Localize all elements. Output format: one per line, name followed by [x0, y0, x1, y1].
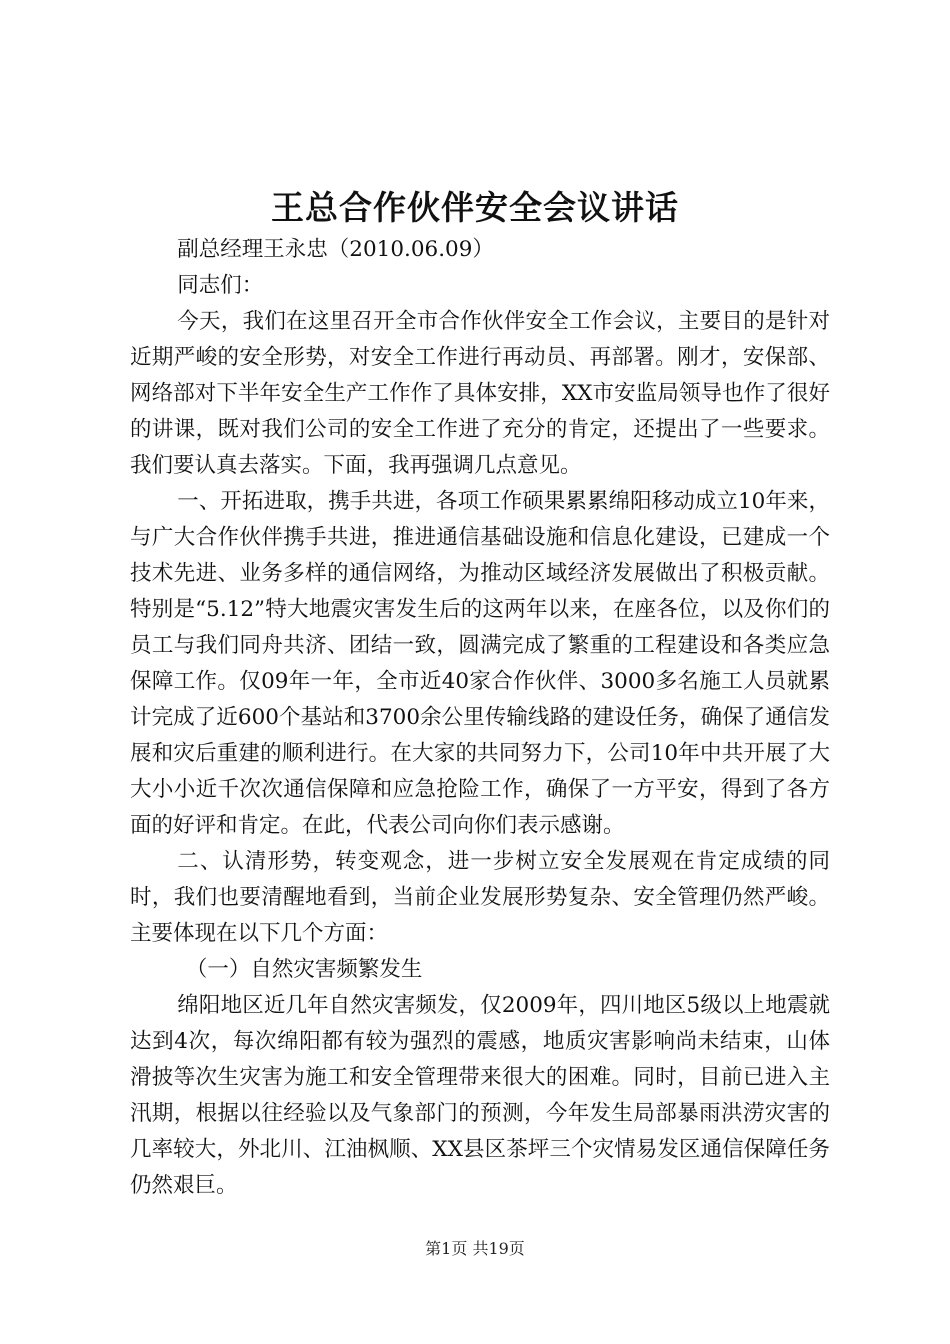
paragraph-intro: 今天，我们在这里召开全市合作伙伴安全工作会议，主要目的是针对近期严峻的安全形势，对安全工作进行再动员、再部署。刚才，安保部、网络部对下半年安全生产工作作了具体安排，XX市安监局领导也作了很好的讲课，既对我们公司的安全工作进了充分的肯定，还提出了一些要求。我们要认真去落实。下面，我再强调几点意见。	[130, 309, 830, 478]
paragraph-section-two: 二、认清形势，转变观念，进一步树立安全发展观在肯定成绩的同时，我们也要清醒地看到，当前企业发展形势复杂、安全管理仍然严峻。主要体现在以下几个方面：	[130, 849, 830, 946]
salutation: 同志们：	[177, 273, 264, 298]
document-body	[130, 232, 830, 1204]
paragraph-section-one: 一、开拓进取，携手共进，各项工作硕果累累绵阳移动成立10年来，与广大合作伙伴携手共进，推进通信基础设施和信息化建设，已建成一个技术先进、业务多样的通信网络，为推动区域经济发展做出了积极贡献。特别是“5.12”特大地震灾害发生后的这两年以来，在座各位，以及你们的员工与我们同舟共济、团结一致，圆满完成了繁重的工程建设和各类应急保障工作。仅09年一年，全市近40家合作伙伴、3000多名施工人员就累计完成了近600个基站和3700余公里传输线路的建设任务，确保了通信发展和灾后重建的顺利进行。在大家的共同努力下，公司10年中共开展了大大小小近千次次通信保障和应急抢险工作，确保了一方平安，得到了各方面的好评和肯定。在此，代表公司向你们表示感谢。	[130, 489, 830, 838]
page-number-footer: 第1页 共19页	[425, 1239, 525, 1258]
author-date-line: 副总经理王永忠（2010.06.09）	[177, 237, 494, 262]
subheading-natural-disasters: （一）自然灾害频繁发生	[185, 957, 423, 982]
paragraph-natural-disasters: 绵阳地区近几年自然灾害频发，仅2009年，四川地区5级以上地震就达到4次，每次绵阳都有较为强烈的震感，地质灾害影响尚未结束，山体滑披等次生灾害为施工和安全管理带来很大的困难。同时，目前已进入主汛期，根据以往经验以及气象部门的预测，今年发生局部暴雨洪涝灾害的几率较大，外北川、江油枫顺、XX县区茶坪三个灾情易发区通信保障任务仍然艰巨。	[130, 993, 830, 1198]
document-title: 王总合作伙伴安全会议讲话	[271, 188, 679, 227]
